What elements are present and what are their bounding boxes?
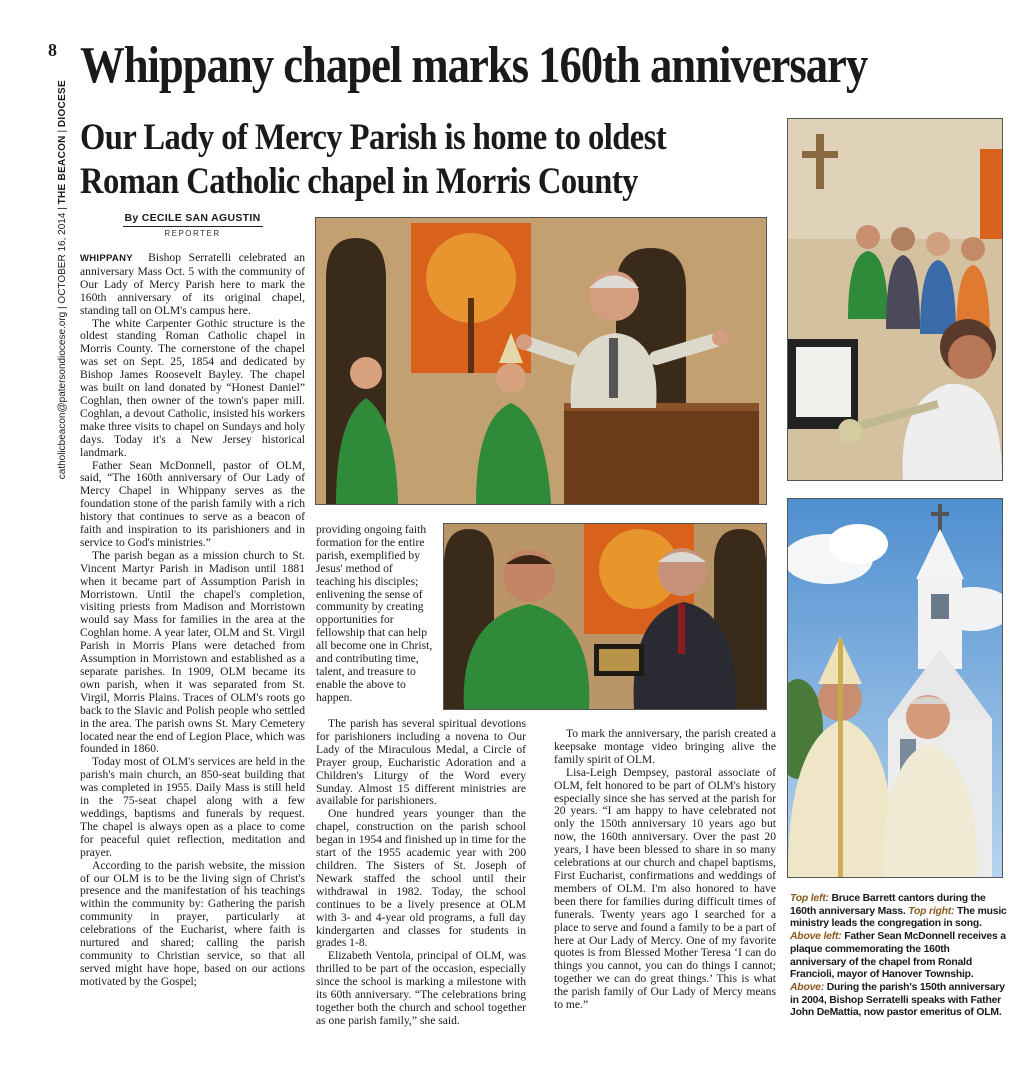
headline: Whippany chapel marks 160th anniversary xyxy=(80,37,868,94)
photo-caption xyxy=(790,893,1008,1020)
folio-website: catholicbeacon@patersondiocese.org xyxy=(57,311,68,480)
caption-label: Above: xyxy=(790,981,825,993)
article-paragraph: One hundred years younger than the chapel, construction on the parish school began in 1954 and finished up in time for the start of the 1955 academic year with 200 children. The Sisters of St. Joseph of Newark staffed the school until their withdrawal in 1982. Today, the school continues to be a lively presence at OLM with 3- and 4-year old programs, a full day kindergarten and classes for students in grades 1-8. xyxy=(316,807,526,950)
article-paragraph: Father Sean McDonnell, pastor of OLM, said, “The 160th anniversary of Our Lady of Mercy Chapel in Whippany serves as the foundation stone of the parish family with a rich history that continues to serve as a beacon of faith and inspiration to its parishioners and in service to God's ministries.” xyxy=(80,458,305,549)
folio-date: OCTOBER 16, 2014 xyxy=(57,212,68,304)
article-column-3 xyxy=(554,728,776,1012)
caption-label: Top right: xyxy=(908,905,955,917)
byline xyxy=(80,212,305,238)
caption-text: Father Sean McDonnell receives a plaque commemorating the 160th anniversary of the chapel from Ronald Francioli, mayor of Hanover Township. xyxy=(790,931,1006,981)
article-paragraph: WHIPPANY Bishop Serratelli celebrated an anniversary Mass Oct. 5 with the community of Our Lady of Mercy Parish here to mark the 160th anniversary of its original chapel, standing tall on OLM's campus here. xyxy=(80,251,305,317)
article-paragraph: According to the parish website, the mission of our OLM is to be the living sign of Christ's presence and the manifestation of his teachings within the community by: Gathering the parish community in prayer, particularly at celebrations of the Eucharist, where faith is nurtured and shared; calling the parish community to Christian service, so that all served might have hope, based on our actions motivated by the Gospel; xyxy=(80,858,305,988)
photo-chapel-exterior xyxy=(787,498,1003,878)
article-column-2 xyxy=(316,718,526,1028)
article-paragraph: providing ongoing faith formation for the entire parish, exemplified by Jesus' method of teaching his disciples; enlivening the sense of community by creating opportunities for fellowship that can help all become one in Christ, and contributing time, talent, and treasure to enable the above to happen. xyxy=(316,523,433,704)
byline-rule xyxy=(123,226,263,227)
article-paragraph: Lisa-Leigh Dempsey, pastoral associate of OLM, felt honored to be part of OLM's history especially since she has served at the parish for 20 years. “I am happy to have celebrated not only the 150th anniversary 10 years ago but now, the 160th anniversary. Over the past 20 years, I have been blessed to share in so many celebrations at our church and chapel baptisms, First Eucharist, confirmations and weddings of members of OLM. I'm also honored to have been there for families during difficult times of funerals. Twenty years ago I searched for a place to serve and found a family to be a part of here at Our Lady of Mercy. One of my favorite quotes is from Blessed Mother Teresa ‘I can do things you cannot, you can do things I cannot; together we can do great things.’ This is what the parish family of Our Lady of Mercy means to me.” xyxy=(554,765,776,1012)
subhead: Our Lady of Mercy Parish is home to oldest Roman Catholic chapel in Morris County xyxy=(80,117,667,202)
byline-name: By CECILE SAN AGUSTIN xyxy=(124,212,261,224)
folio-line: catholicbeacon@patersondiocese.org | OCTOBER 16, 2014 | THE BEACON | DIOCESE xyxy=(57,80,68,480)
article-column-1 xyxy=(80,252,305,989)
photo-cantor-at-lectern xyxy=(315,217,767,505)
article-paragraph: Elizabeth Ventola, principal of OLM, was thrilled to be part of the occasion, especially since the school is marking a milestone with its 60th anniversary. “The celebrations bring together both the church and school together as one parish family,” she said. xyxy=(316,949,526,1027)
article-paragraph: The parish began as a mission church to St. Vincent Martyr Parish in Madison until 1881 when it became part of Assumption Parish in Morristown. Until the chapel's completion, visiting priests from Madison and Morristown would say Mass for families in the area at the Coghlan home. A year later, OLM and St. Virgil Parish in Morris Plans were detached from Assumption in Morristown and established as a separate parishes. In 1909, OLM became its own parish, when it was separated from St. Virgil, Morris Plains. Traces of OLM's roots go back to the Slavic and Polish people who settled in the area. The parish owns St. Mary Cemetery located near the end of Legion Place, which was founded in 1860. xyxy=(80,548,305,756)
photo-music-ministry xyxy=(787,118,1003,481)
article-paragraph: The parish has several spiritual devotions for parishioners including a novena to Our Lady of the Miraculous Medal, a Circle of Prayer group, Eucharistic Adoration and a Children's Liturgy of the Word every Sunday. Almost 15 different ministries are available for parishioners. xyxy=(316,717,526,808)
folio-section: DIOCESE xyxy=(57,80,68,128)
article-paragraph: To mark the anniversary, the parish created a keepsake montage video bringing alive the family spirit of OLM. xyxy=(554,727,776,766)
folio-publication: THE BEACON xyxy=(57,135,68,205)
caption-text: Bruce Barrett cantors during the 160th anniversary Mass. xyxy=(790,893,986,917)
article-paragraph: Today most of OLM's services are held in the parish's main church, an 850-seat building that was completed in 1955. Daily Mass is still held in the 75-seat chapel along with a few weddings, baptisms and funerals by request. The chapel is always open as a place to come for peaceful quiet reflection, meditation and prayer. xyxy=(80,755,305,859)
caption-label: Top left: xyxy=(790,893,829,904)
photo-plaque-presentation xyxy=(443,523,767,710)
byline-role: REPORTER xyxy=(164,229,221,238)
article-paragraph: The white Carpenter Gothic structure is the oldest standing Roman Catholic chapel in Morris County. The cornerstone of the chapel was set on Sept. 25, 1854 and dedicated by Bishop James Roosevelt Bayley. The chapel was built on land donated by “Honest Daniel” Coghlan, then owner of the town's paper mill. Coghlan, a devout Catholic, insisted his workers make three visits to chapel on Sundays and holy days. Today it's a New Jersey historical landmark. xyxy=(80,316,305,459)
caption-label: Above left: xyxy=(790,931,842,943)
dateline: WHIPPANY xyxy=(80,253,133,264)
article-column-2-top xyxy=(316,524,434,705)
caption-text: The music ministry leads the congregation in song. xyxy=(790,905,1007,930)
folio xyxy=(44,40,74,480)
caption-text: During the parish's 150th anniversary in 2004, Bishop Serratelli speaks with Father John DeMattia, now pastor emeritus of OLM. xyxy=(790,981,1005,1019)
page-number: 8 xyxy=(48,40,57,60)
